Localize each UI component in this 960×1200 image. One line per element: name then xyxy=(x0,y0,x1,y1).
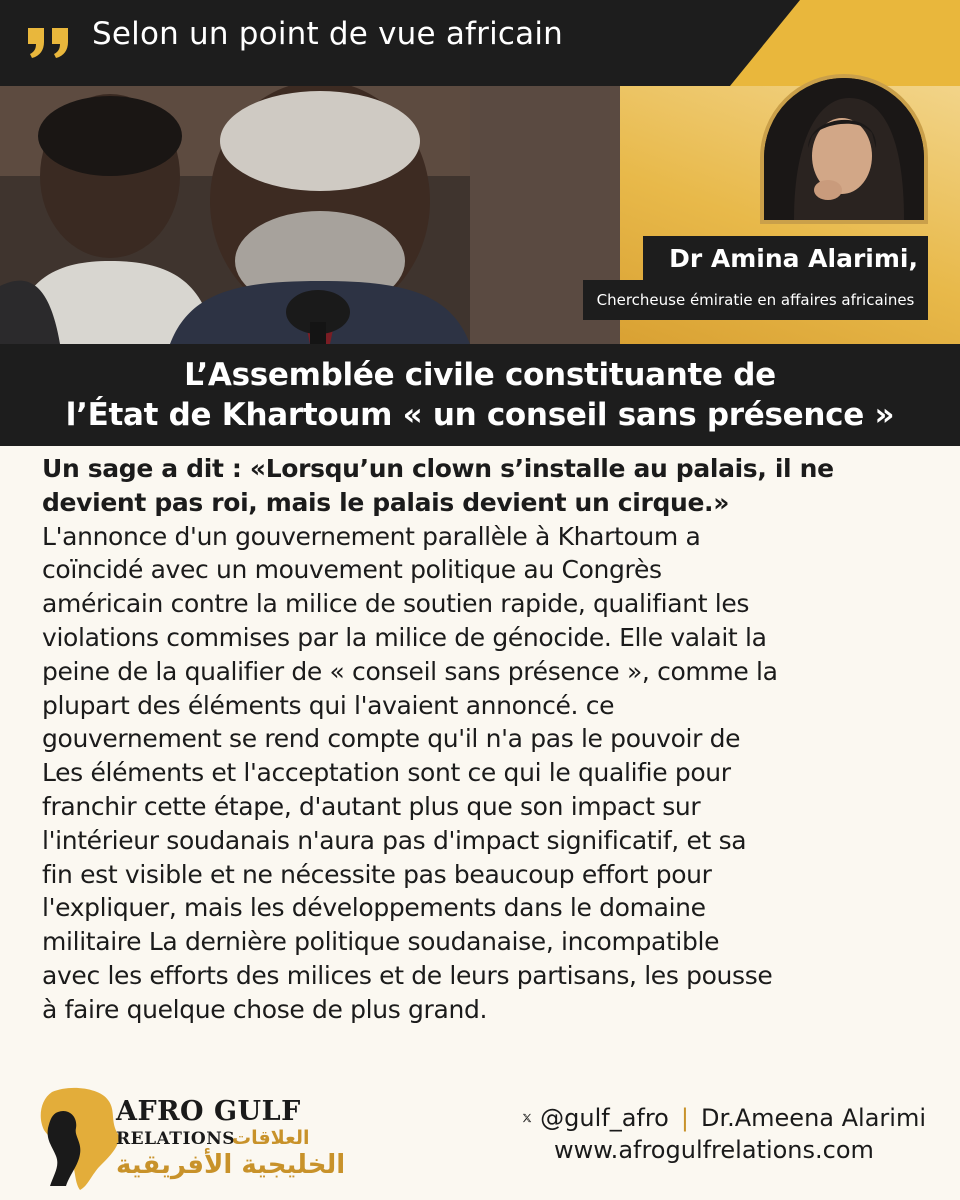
article-body xyxy=(42,452,922,1027)
handle-separator: | xyxy=(680,1104,689,1132)
article-line: violations commises par la milice de génocide. Elle valait la xyxy=(42,622,767,652)
website-link[interactable]: www.afrogulfrelations.com xyxy=(554,1136,874,1164)
brand-name-line-1: AFRO GULF xyxy=(116,1096,301,1127)
article-photo xyxy=(0,86,620,344)
opening-quote-line: devient pas roi, mais le palais devient un cirque.» xyxy=(42,487,729,517)
series-title: Selon un point de vue africain xyxy=(92,16,563,52)
brand-name-line-2: RELATIONS xyxy=(116,1129,236,1149)
headline-line-1: L’Assemblée civile constituante de xyxy=(184,357,776,393)
photo-illustration xyxy=(0,86,620,344)
social-handles xyxy=(522,1104,926,1132)
article-line: à faire quelque chose de plus grand. xyxy=(42,994,488,1024)
x-logo-icon xyxy=(522,1107,532,1129)
portrait-illustration xyxy=(764,78,924,220)
headline xyxy=(0,344,960,446)
article-line: peine de la qualifier de « conseil sans présence », comme la xyxy=(42,656,778,686)
article-line: franchir cette étape, d'autant plus que son impact sur xyxy=(42,791,701,821)
article-line: l'intérieur soudanais n'aura pas d'impact significatif, et sa xyxy=(42,825,747,855)
author-role: Chercheuse émiratie en affaires africaines xyxy=(583,280,928,320)
article-line: militaire La dernière politique soudanaise, incompatible xyxy=(42,927,720,957)
brand-arabic-line-2: الخليجية الأفريقية xyxy=(116,1150,346,1180)
article-line: L'annonce d'un gouvernement parallèle à Khartoum a xyxy=(42,521,701,551)
quote-icon xyxy=(24,14,74,64)
article-line: américain contre la milice de soutien rapide, qualifiant les xyxy=(42,589,750,619)
opening-quote-line: Un sage a dit : «Lorsqu’un clown s’installe au palais, il ne xyxy=(42,454,834,483)
article-line: Les éléments et l'acceptation sont ce qui le qualifie pour xyxy=(42,758,731,788)
article-line: fin est visible et ne nécessite pas beaucoup effort pour xyxy=(42,859,712,889)
author-name: Dr Amina Alarimi, xyxy=(643,236,928,280)
twitter-handle[interactable]: @gulf_afro xyxy=(540,1104,669,1132)
article-line: plupart des éléments qui l'avaient annoncé. ce xyxy=(42,690,615,720)
header-bar xyxy=(0,0,960,86)
headline-line-2: l’État de Khartoum « un conseil sans présence » xyxy=(65,397,895,433)
article-line: gouvernement se rend compte qu'il n'a pas le pouvoir de xyxy=(42,724,741,754)
article-line: l'expliquer, mais les développements dans le domaine xyxy=(42,893,706,923)
author-handle[interactable]: Dr.Ameena Alarimi xyxy=(700,1104,926,1132)
brand-arabic-line-1: العلاقات xyxy=(232,1127,310,1149)
article-line: coïncidé avec un mouvement politique au Congrès xyxy=(42,555,662,585)
article-line: avec les efforts des milices et de leurs partisans, les pousse xyxy=(42,960,773,990)
